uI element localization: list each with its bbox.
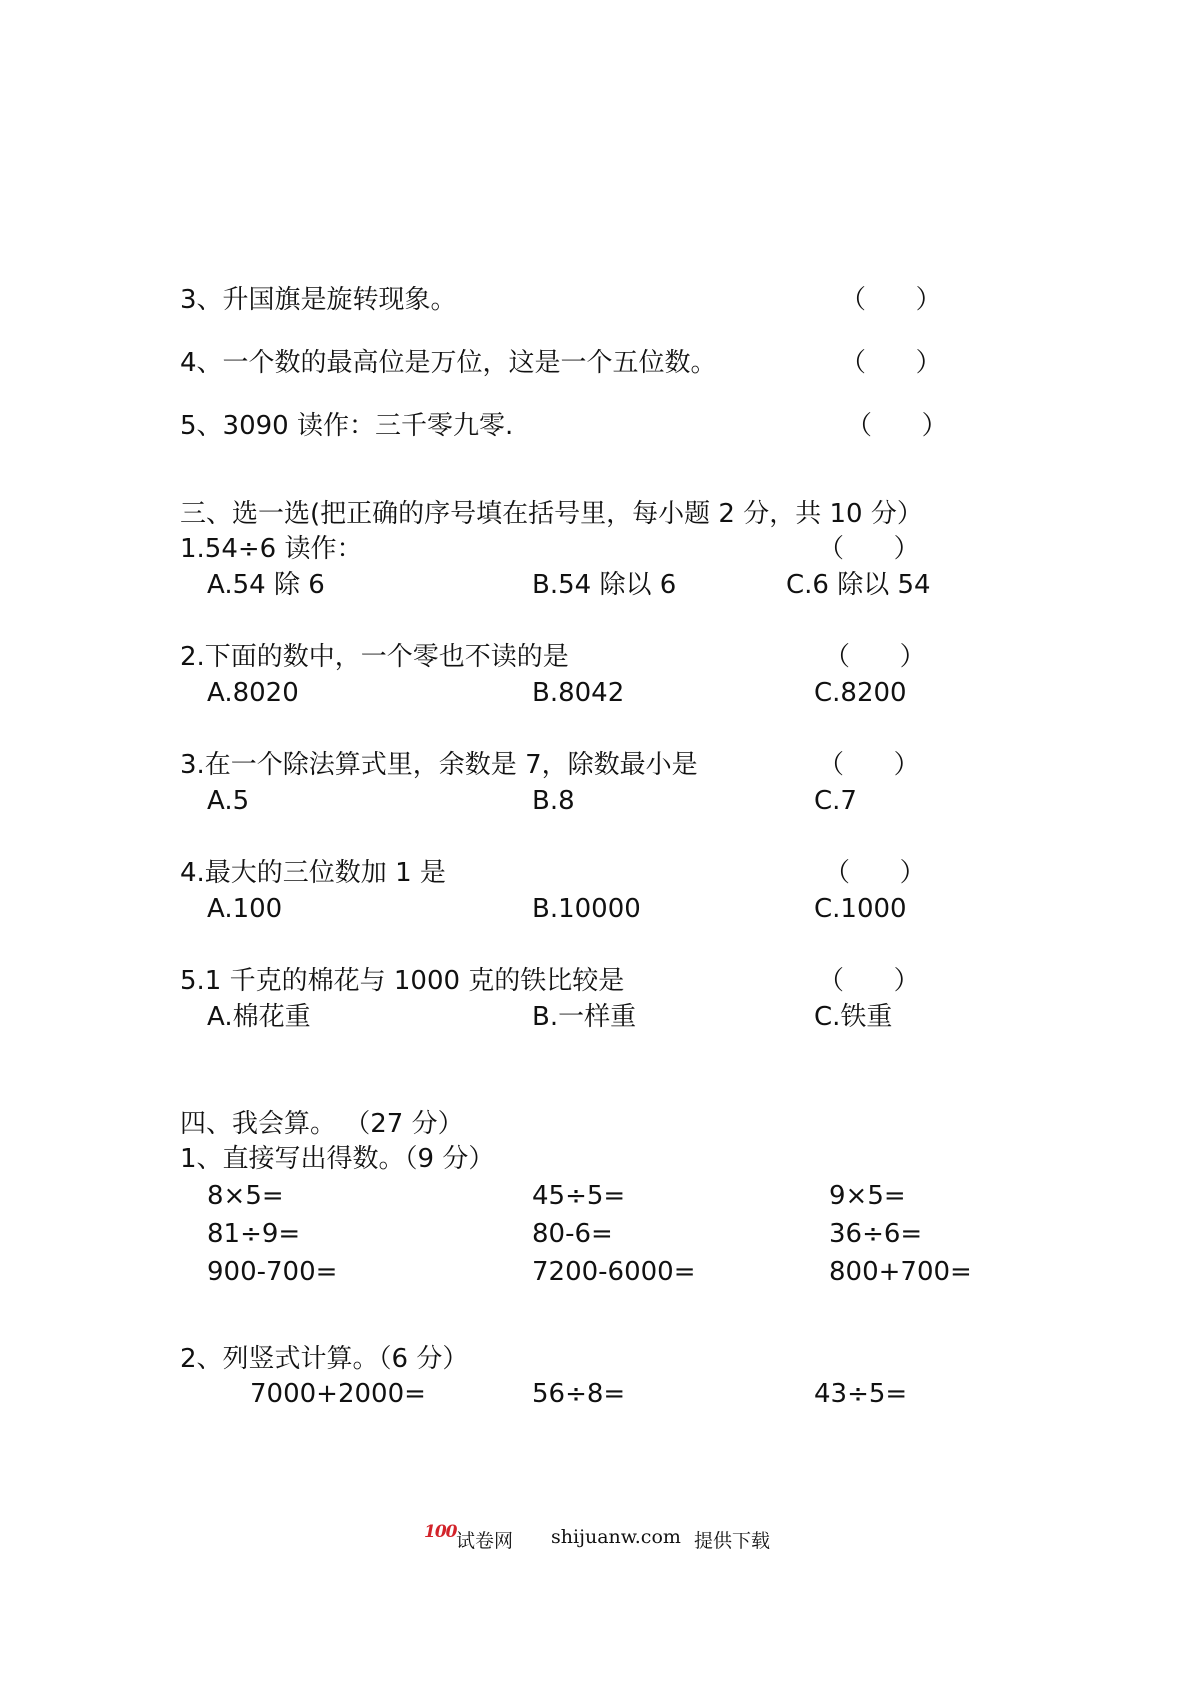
calc-problem: 800+700= [829,1257,972,1287]
option-b: B.8042 [532,678,625,708]
calc-problem: 8×5= [207,1181,284,1211]
answer-parentheses: （ ） [818,750,920,780]
option-b: B.10000 [532,894,641,924]
judge-item-5: 5、3090 读作：三千零九零. [180,411,514,441]
vertical-problem: 43÷5= [814,1379,908,1409]
choice-question-5: 5.1 千克的棉花与 1000 克的铁比较是 [180,966,625,996]
choice-question-4: 4.最大的三位数加 1 是 [180,858,446,888]
section-heading-choice: 三、选一选(把正确的序号填在括号里，每小题 2 分，共 10 分） [180,499,923,529]
subsection-vertical-calc: 2、列竖式计算。（6 分） [180,1344,469,1374]
calc-problem: 9×5= [829,1181,906,1211]
site-url: shijuanw.com [551,1526,681,1548]
vertical-problem: 56÷8= [532,1379,626,1409]
subsection-mental-math: 1、直接写出得数。（9 分） [180,1144,495,1174]
answer-parentheses: （ ） [818,534,920,564]
option-b: B.一样重 [532,1002,637,1032]
option-a: A.100 [207,894,283,924]
option-b: B.54 除以 6 [532,570,677,600]
option-c: C.8200 [814,678,907,708]
option-b: B.8 [532,786,575,816]
calc-problem: 45÷5= [532,1181,626,1211]
calc-problem: 36÷6= [829,1219,923,1249]
option-c: C.铁重 [814,1002,893,1032]
calc-problem: 81÷9= [207,1219,301,1249]
option-a: A.8020 [207,678,299,708]
answer-parentheses: （ ） [818,966,920,996]
option-c: C.6 除以 54 [786,570,931,600]
choice-question-2: 2.下面的数中，一个零也不读的是 [180,642,569,672]
option-c: C.1000 [814,894,907,924]
calc-problem: 900-700= [207,1257,338,1287]
download-note: 提供下载 [694,1530,771,1552]
site-name: 试卷网 [456,1530,514,1552]
option-c: C.7 [814,786,857,816]
site-logo: 100 [424,1522,457,1542]
vertical-problem: 7000+2000= [250,1379,426,1409]
answer-parentheses: （ ） [824,858,926,888]
answer-parentheses: （ ） [840,285,942,315]
section-heading-calc: 四、我会算。 （27 分） [180,1109,464,1139]
judge-item-4: 4、一个数的最高位是万位，这是一个五位数。 [180,348,717,378]
choice-question-3: 3.在一个除法算式里，余数是 7，除数最小是 [180,750,698,780]
option-a: A.5 [207,786,250,816]
answer-parentheses: （ ） [840,348,942,378]
judge-item-3: 3、升国旗是旋转现象。 [180,285,457,315]
answer-parentheses: （ ） [824,642,926,672]
option-a: A.54 除 6 [207,570,325,600]
option-a: A.棉花重 [207,1002,311,1032]
answer-parentheses: （ ） [846,411,948,441]
calc-problem: 80-6= [532,1219,613,1249]
choice-question-1: 1.54÷6 读作： [180,534,363,564]
calc-problem: 7200-6000= [532,1257,696,1287]
